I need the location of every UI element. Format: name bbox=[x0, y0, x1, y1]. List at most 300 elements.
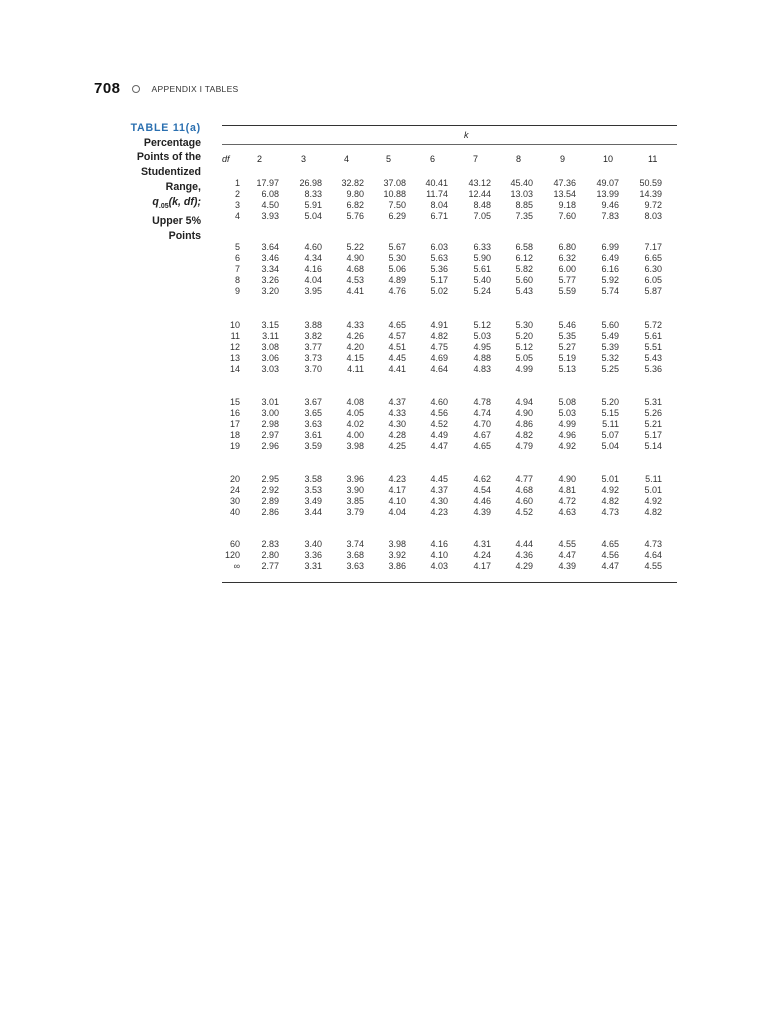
table-cell: 5.05 bbox=[515, 353, 533, 364]
table-cell: 3.36 bbox=[304, 550, 322, 561]
table-cell: 4.31 bbox=[473, 539, 491, 549]
table-cell: 4.23 bbox=[430, 507, 448, 518]
df-cell: 20 bbox=[229, 474, 240, 484]
table-cell: 2.80 bbox=[261, 550, 279, 561]
df-cell: 6 bbox=[234, 253, 240, 264]
df-cell: 13 bbox=[229, 353, 240, 364]
table-cell: 5.15 bbox=[601, 408, 619, 419]
table-cell: 3.74 bbox=[346, 539, 364, 549]
table-cell: 4.29 bbox=[515, 561, 533, 572]
table-cell: 8.85 bbox=[515, 200, 533, 211]
table-cell: 6.49 bbox=[601, 253, 619, 264]
table-cell: 5.30 bbox=[388, 253, 406, 264]
table-cell: 5.01 bbox=[601, 474, 619, 484]
table-cell: 4.60 bbox=[304, 242, 322, 252]
table-cell: 5.61 bbox=[473, 264, 491, 275]
table-cell: 5.90 bbox=[473, 253, 491, 264]
table-cell: 49.07 bbox=[596, 178, 619, 188]
table-cell: 4.52 bbox=[515, 507, 533, 518]
table-cell: 4.53 bbox=[346, 275, 364, 286]
table-cell: 4.75 bbox=[430, 342, 448, 353]
k-label: k bbox=[464, 130, 469, 140]
table-cell: 4.37 bbox=[430, 485, 448, 496]
table-cell: 7.83 bbox=[601, 211, 619, 222]
table-cell: 3.79 bbox=[346, 507, 364, 518]
df-cell: 19 bbox=[229, 441, 240, 452]
table-cell: 3.70 bbox=[304, 364, 322, 375]
df-cell: 7 bbox=[234, 264, 240, 275]
table-cell: 40.41 bbox=[425, 178, 448, 188]
table-cell: 4.23 bbox=[388, 474, 406, 484]
k-header-4: 4 bbox=[344, 154, 350, 164]
running-head: APPENDIX I TABLES bbox=[151, 83, 239, 94]
table-cell: 3.64 bbox=[261, 242, 279, 252]
df-cell: 9 bbox=[234, 286, 240, 297]
table-cell: 14.39 bbox=[639, 189, 662, 200]
table-cell: 4.65 bbox=[601, 539, 619, 549]
table-cell: 4.82 bbox=[515, 430, 533, 441]
table-cell: 4.39 bbox=[558, 561, 576, 572]
caption-line: Studentized bbox=[140, 166, 201, 179]
df-cell: 8 bbox=[234, 275, 240, 286]
k-header-7: 7 bbox=[473, 154, 479, 164]
table-cell: 6.30 bbox=[644, 264, 662, 275]
df-cell: 12 bbox=[229, 342, 240, 353]
table-cell: 12.44 bbox=[468, 189, 491, 200]
table-cell: 5.27 bbox=[558, 342, 576, 353]
table-cell: 6.29 bbox=[388, 211, 406, 222]
table-cell: 5.82 bbox=[515, 264, 533, 275]
table-cell: 4.26 bbox=[346, 331, 364, 342]
table-cell: 3.98 bbox=[388, 539, 406, 549]
table-cell: 4.37 bbox=[388, 397, 406, 407]
table-cell: 4.68 bbox=[515, 485, 533, 496]
table-cell: 9.80 bbox=[346, 189, 364, 200]
table-caption bbox=[100, 121, 201, 244]
table-cell: 4.79 bbox=[515, 441, 533, 452]
table-cell: 6.08 bbox=[261, 189, 279, 200]
table-cell: 2.96 bbox=[261, 441, 279, 452]
table-cell: 4.00 bbox=[346, 430, 364, 441]
k-header-9: 9 bbox=[560, 154, 566, 164]
table-cell: 5.07 bbox=[601, 430, 619, 441]
table-cell: 4.92 bbox=[558, 441, 576, 452]
table-header-rule bbox=[222, 144, 677, 145]
table-cell: 4.55 bbox=[644, 561, 662, 572]
table-cell: 4.36 bbox=[515, 550, 533, 561]
table-cell: 3.92 bbox=[388, 550, 406, 561]
k-header-5: 5 bbox=[386, 154, 392, 164]
table-cell: 37.08 bbox=[383, 178, 406, 188]
table-cell: 5.20 bbox=[601, 397, 619, 407]
table-cell: 4.72 bbox=[558, 496, 576, 507]
table-cell: 4.55 bbox=[558, 539, 576, 549]
table-cell: 5.51 bbox=[644, 342, 662, 353]
table-cell: 4.39 bbox=[473, 507, 491, 518]
table-cell: 3.77 bbox=[304, 342, 322, 353]
table-cell: 4.81 bbox=[558, 485, 576, 496]
df-cell: ∞ bbox=[233, 561, 240, 572]
table-cell: 7.17 bbox=[644, 242, 662, 252]
table-cell: 3.11 bbox=[262, 331, 279, 342]
table-cell: 7.50 bbox=[388, 200, 406, 211]
table-cell: 4.04 bbox=[388, 507, 406, 518]
table-cell: 5.02 bbox=[430, 286, 448, 297]
df-cell: 17 bbox=[229, 419, 240, 430]
table-cell: 5.60 bbox=[515, 275, 533, 286]
table-cell: 4.45 bbox=[430, 474, 448, 484]
df-cell: 4 bbox=[234, 211, 240, 222]
table-cell: 3.61 bbox=[304, 430, 322, 441]
table-cell: 5.20 bbox=[515, 331, 533, 342]
table-cell: 4.86 bbox=[515, 419, 533, 430]
table-cell: 4.47 bbox=[430, 441, 448, 452]
table-cell: 45.40 bbox=[510, 178, 533, 188]
table-cell: 4.44 bbox=[515, 539, 533, 549]
table-cell: 5.04 bbox=[304, 211, 322, 222]
table-cell: 3.58 bbox=[304, 474, 322, 484]
table-cell: 5.14 bbox=[644, 441, 662, 452]
table-cell: 5.12 bbox=[515, 342, 533, 353]
table-cell: 6.58 bbox=[515, 242, 533, 252]
table-top-rule bbox=[222, 125, 677, 126]
df-cell: 30 bbox=[229, 496, 240, 507]
table-cell: 5.43 bbox=[644, 353, 662, 364]
k-header-11: 11 bbox=[648, 154, 658, 164]
table-cell: 2.89 bbox=[261, 496, 279, 507]
table-cell: 5.08 bbox=[558, 397, 576, 407]
table-cell: 6.65 bbox=[644, 253, 662, 264]
table-cell: 4.03 bbox=[430, 561, 448, 572]
caption-line: Percentage bbox=[143, 136, 201, 149]
table-cell: 3.63 bbox=[346, 561, 364, 572]
table-cell: 4.64 bbox=[644, 550, 662, 561]
table-cell: 5.60 bbox=[601, 320, 619, 330]
table-cell: 6.80 bbox=[558, 242, 576, 252]
table-cell: 4.41 bbox=[388, 364, 406, 375]
table-cell: 4.51 bbox=[388, 342, 406, 353]
table-cell: 4.34 bbox=[304, 253, 322, 264]
table-cell: 8.33 bbox=[304, 189, 322, 200]
table-cell: 5.76 bbox=[346, 211, 364, 222]
table-cell: 4.56 bbox=[430, 408, 448, 419]
table-cell: 5.03 bbox=[558, 408, 576, 419]
k-header-3: 3 bbox=[301, 154, 307, 164]
table-cell: 43.12 bbox=[468, 178, 491, 188]
table-cell: 3.95 bbox=[304, 286, 322, 297]
table-cell: 4.74 bbox=[473, 408, 491, 419]
table-cell: 4.28 bbox=[388, 430, 406, 441]
table-cell: 3.20 bbox=[261, 286, 279, 297]
table-cell: 4.17 bbox=[473, 561, 491, 572]
table-cell: 3.15 bbox=[261, 320, 279, 330]
table-cell: 5.12 bbox=[473, 320, 491, 330]
k-header-6: 6 bbox=[430, 154, 436, 164]
table-cell: 6.33 bbox=[473, 242, 491, 252]
table-cell: 13.99 bbox=[596, 189, 619, 200]
table-cell: 3.67 bbox=[304, 397, 322, 407]
df-header: df bbox=[222, 154, 230, 164]
table-label: TABLE 11(a) bbox=[130, 122, 201, 134]
table-cell: 4.64 bbox=[430, 364, 448, 375]
table-cell: 4.05 bbox=[346, 408, 364, 419]
table-cell: 10.88 bbox=[383, 189, 406, 200]
table-cell: 11.74 bbox=[426, 189, 448, 200]
table-cell: 4.33 bbox=[388, 408, 406, 419]
caption-line: Points of the bbox=[136, 151, 201, 164]
table-cell: 4.10 bbox=[388, 496, 406, 507]
table-cell: 4.73 bbox=[601, 507, 619, 518]
table-cell: 4.62 bbox=[473, 474, 491, 484]
table-cell: 4.73 bbox=[644, 539, 662, 549]
table-cell: 4.92 bbox=[644, 496, 662, 507]
table-cell: 3.73 bbox=[304, 353, 322, 364]
table-cell: 4.91 bbox=[430, 320, 448, 330]
table-cell: 4.77 bbox=[515, 474, 533, 484]
table-cell: 3.96 bbox=[346, 474, 364, 484]
table-cell: 13.54 bbox=[553, 189, 576, 200]
table-cell: 4.33 bbox=[346, 320, 364, 330]
table-cell: 4.95 bbox=[473, 342, 491, 353]
df-cell: 3 bbox=[234, 200, 240, 211]
table-cell: 7.35 bbox=[515, 211, 533, 222]
table-cell: 47.36 bbox=[553, 178, 576, 188]
table-cell: 5.61 bbox=[644, 331, 662, 342]
table-cell: 4.56 bbox=[601, 550, 619, 561]
table-cell: 4.54 bbox=[473, 485, 491, 496]
table-cell: 4.50 bbox=[261, 200, 279, 211]
table-cell: 5.39 bbox=[601, 342, 619, 353]
table-cell: 6.03 bbox=[430, 242, 448, 252]
df-cell: 10 bbox=[229, 320, 240, 330]
table-cell: 5.17 bbox=[430, 275, 448, 286]
table-cell: 5.21 bbox=[644, 419, 662, 430]
table-cell: 4.08 bbox=[346, 397, 364, 407]
table-cell: 3.65 bbox=[304, 408, 322, 419]
table-cell: 4.63 bbox=[558, 507, 576, 518]
table-cell: 6.00 bbox=[558, 264, 576, 275]
caption-q-notation bbox=[100, 195, 201, 215]
table-cell: 3.68 bbox=[346, 550, 364, 561]
table-cell: 3.59 bbox=[304, 441, 322, 452]
table-cell: 4.65 bbox=[473, 441, 491, 452]
k-header-10: 10 bbox=[603, 154, 614, 164]
table-cell: 5.49 bbox=[601, 331, 619, 342]
circle-bullet-icon bbox=[132, 85, 140, 93]
table-cell: 4.94 bbox=[515, 397, 533, 407]
table-cell: 5.63 bbox=[430, 253, 448, 264]
k-header-2: 2 bbox=[257, 154, 263, 164]
table-cell: 4.25 bbox=[388, 441, 406, 452]
q-subscript: .05 bbox=[158, 202, 169, 210]
table-cell: 3.93 bbox=[261, 211, 279, 222]
table-cell: 4.67 bbox=[473, 430, 491, 441]
table-cell: 5.30 bbox=[515, 320, 533, 330]
table-cell: 9.72 bbox=[644, 200, 662, 211]
table-cell: 4.78 bbox=[473, 397, 491, 407]
df-cell: 15 bbox=[229, 397, 240, 407]
caption-line: Upper 5% bbox=[152, 215, 201, 228]
table-cell: 5.36 bbox=[644, 364, 662, 375]
table-cell: 3.49 bbox=[304, 496, 322, 507]
table-cell: 6.71 bbox=[430, 211, 448, 222]
table-bottom-rule bbox=[222, 582, 677, 583]
table-cell: 4.47 bbox=[558, 550, 576, 561]
table-cell: 3.40 bbox=[304, 539, 322, 549]
table-cell: 3.26 bbox=[261, 275, 279, 286]
table-cell: 5.35 bbox=[558, 331, 576, 342]
table-cell: 9.18 bbox=[558, 200, 576, 211]
table-cell: 4.76 bbox=[388, 286, 406, 297]
df-cell: 2 bbox=[234, 189, 240, 200]
q-args: (k, df); bbox=[168, 195, 201, 208]
table-cell: 9.46 bbox=[601, 200, 619, 211]
df-cell: 18 bbox=[229, 430, 240, 441]
table-cell: 8.48 bbox=[473, 200, 491, 211]
table-cell: 5.36 bbox=[430, 264, 448, 275]
table-cell: 4.16 bbox=[304, 264, 322, 275]
table-cell: 5.92 bbox=[601, 275, 619, 286]
table-cell: 50.59 bbox=[639, 178, 662, 188]
table-cell: 4.90 bbox=[346, 253, 364, 264]
df-cell: 5 bbox=[234, 242, 240, 252]
table-cell: 4.82 bbox=[644, 507, 662, 518]
table-cell: 3.06 bbox=[261, 353, 279, 364]
table-cell: 2.86 bbox=[261, 507, 279, 518]
table-cell: 3.82 bbox=[304, 331, 322, 342]
table-cell: 3.31 bbox=[304, 561, 322, 572]
table-cell: 6.12 bbox=[515, 253, 533, 264]
table-cell: 7.60 bbox=[558, 211, 576, 222]
table-cell: 4.11 bbox=[347, 364, 364, 375]
table-cell: 4.15 bbox=[346, 353, 364, 364]
table-cell: 6.99 bbox=[601, 242, 619, 252]
table-cell: 3.01 bbox=[261, 397, 279, 407]
table-cell: 8.03 bbox=[644, 211, 662, 222]
table-cell: 4.30 bbox=[388, 419, 406, 430]
table-cell: 4.70 bbox=[473, 419, 491, 430]
table-cell: 5.74 bbox=[601, 286, 619, 297]
table-cell: 3.86 bbox=[388, 561, 406, 572]
table-cell: 4.65 bbox=[388, 320, 406, 330]
table-cell: 4.96 bbox=[558, 430, 576, 441]
table-cell: 3.63 bbox=[304, 419, 322, 430]
table-cell: 4.90 bbox=[558, 474, 576, 484]
table-cell: 5.91 bbox=[304, 200, 322, 211]
table-cell: 4.10 bbox=[430, 550, 448, 561]
table-cell: 4.88 bbox=[473, 353, 491, 364]
table-cell: 6.16 bbox=[601, 264, 619, 275]
table-cell: 4.99 bbox=[515, 364, 533, 375]
table-cell: 5.87 bbox=[644, 286, 662, 297]
table-cell: 4.82 bbox=[430, 331, 448, 342]
table-cell: 8.04 bbox=[430, 200, 448, 211]
table-cell: 4.45 bbox=[388, 353, 406, 364]
table-cell: 3.03 bbox=[261, 364, 279, 375]
table-cell: 3.00 bbox=[261, 408, 279, 419]
table-cell: 4.60 bbox=[430, 397, 448, 407]
table-cell: 3.08 bbox=[261, 342, 279, 353]
q-symbol: q bbox=[152, 195, 159, 208]
table-cell: 5.31 bbox=[644, 397, 662, 407]
caption-line: Points bbox=[168, 230, 201, 243]
table-cell: 5.11 bbox=[602, 419, 619, 430]
table-cell: 3.46 bbox=[261, 253, 279, 264]
table-cell: 4.20 bbox=[346, 342, 364, 353]
table-cell: 2.92 bbox=[261, 485, 279, 496]
table-cell: 3.44 bbox=[304, 507, 322, 518]
table-cell: 3.85 bbox=[346, 496, 364, 507]
table-cell: 6.32 bbox=[558, 253, 576, 264]
table-cell: 4.92 bbox=[601, 485, 619, 496]
table-cell: 5.24 bbox=[473, 286, 491, 297]
table-cell: 5.26 bbox=[644, 408, 662, 419]
df-cell: 11 bbox=[230, 331, 240, 342]
table-cell: 4.24 bbox=[473, 550, 491, 561]
table-cell: 4.46 bbox=[473, 496, 491, 507]
table-cell: 4.68 bbox=[346, 264, 364, 275]
table-cell: 5.01 bbox=[644, 485, 662, 496]
table-cell: 4.99 bbox=[558, 419, 576, 430]
table-cell: 4.30 bbox=[430, 496, 448, 507]
table-cell: 5.22 bbox=[346, 242, 364, 252]
table-cell: 5.03 bbox=[473, 331, 491, 342]
table-cell: 5.32 bbox=[601, 353, 619, 364]
table-cell: 5.11 bbox=[645, 474, 662, 484]
table-cell: 13.03 bbox=[510, 189, 533, 200]
table-cell: 5.77 bbox=[558, 275, 576, 286]
df-cell: 14 bbox=[229, 364, 240, 375]
page-header bbox=[94, 80, 239, 97]
table-cell: 4.57 bbox=[388, 331, 406, 342]
table-cell: 4.83 bbox=[473, 364, 491, 375]
table-cell: 5.59 bbox=[558, 286, 576, 297]
table-cell: 4.90 bbox=[515, 408, 533, 419]
table-cell: 3.34 bbox=[261, 264, 279, 275]
df-cell: 16 bbox=[229, 408, 240, 419]
table-cell: 7.05 bbox=[473, 211, 491, 222]
table-cell: 4.69 bbox=[430, 353, 448, 364]
page-number: 708 bbox=[94, 80, 121, 97]
table-cell: 5.40 bbox=[473, 275, 491, 286]
table-cell: 4.52 bbox=[430, 419, 448, 430]
table-cell: 4.47 bbox=[601, 561, 619, 572]
table-cell: 4.16 bbox=[430, 539, 448, 549]
k-header-8: 8 bbox=[516, 154, 522, 164]
table-cell: 5.72 bbox=[644, 320, 662, 330]
table-cell: 6.82 bbox=[346, 200, 364, 211]
table-cell: 26.98 bbox=[299, 178, 322, 188]
df-cell: 24 bbox=[229, 485, 240, 496]
table-cell: 5.04 bbox=[601, 441, 619, 452]
table-cell: 3.98 bbox=[346, 441, 364, 452]
table-cell: 3.88 bbox=[304, 320, 322, 330]
df-cell: 40 bbox=[229, 507, 240, 518]
table-cell: 5.13 bbox=[558, 364, 576, 375]
table-cell: 5.06 bbox=[388, 264, 406, 275]
table-cell: 4.17 bbox=[388, 485, 406, 496]
table-cell: 2.95 bbox=[261, 474, 279, 484]
table-cell: 4.02 bbox=[346, 419, 364, 430]
table-cell: 2.98 bbox=[261, 419, 279, 430]
table-cell: 2.83 bbox=[261, 539, 279, 549]
table-cell: 5.19 bbox=[558, 353, 576, 364]
table-cell: 2.77 bbox=[261, 561, 279, 572]
table-cell: 32.82 bbox=[341, 178, 364, 188]
df-cell: 1 bbox=[234, 178, 240, 188]
table-cell: 5.25 bbox=[601, 364, 619, 375]
table-cell: 4.89 bbox=[388, 275, 406, 286]
